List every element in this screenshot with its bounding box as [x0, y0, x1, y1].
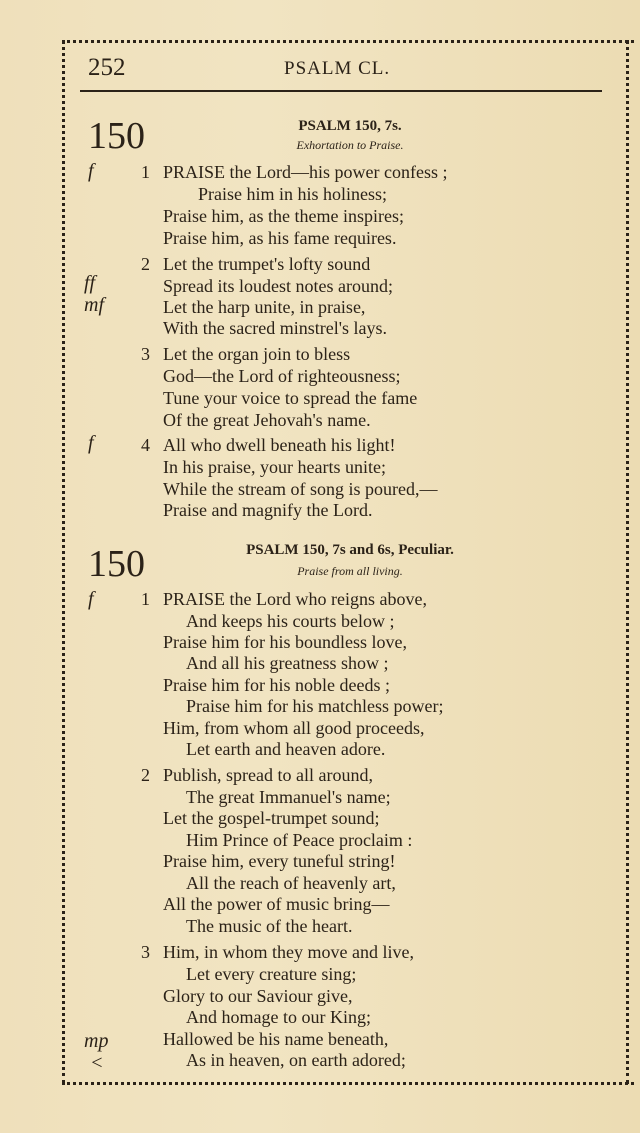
hymn-line: Of the great Jehovah's name. — [163, 410, 371, 430]
hymn-line: And homage to our King; — [186, 1007, 371, 1027]
hymn-line: The great Immanuel's name; — [186, 787, 391, 807]
header-rule — [80, 90, 602, 92]
dynamic-marking: f — [88, 432, 94, 454]
hymn-line: The music of the heart. — [186, 916, 353, 936]
hymn-line: As in heaven, on earth adored; — [186, 1050, 406, 1070]
hymn-title: PSALM 150, 7s and 6s, Peculiar. — [246, 542, 454, 558]
hymn-line: Praise him, every tuneful string! — [163, 851, 396, 871]
dynamic-marking: mf — [84, 294, 104, 316]
hymn-line: All the reach of heavenly art, — [186, 873, 396, 893]
hymn-line: Glory to our Saviour give, — [163, 986, 353, 1006]
hymn-line: Him, from whom all good proceeds, — [163, 718, 425, 738]
running-head: PSALM CL. — [284, 58, 391, 79]
hymn-line: And all his greatness show ; — [186, 653, 389, 673]
hymn-line: Him Prince of Peace proclaim : — [186, 830, 413, 850]
ornamental-border-left — [62, 40, 65, 1084]
hymn-line: PRAISE the Lord who reigns above, — [163, 589, 427, 609]
hymn-line: And keeps his courts below ; — [186, 611, 395, 631]
hymn-line: Let the gospel-trumpet sound; — [163, 808, 380, 828]
hymn-subtitle: Exhortation to Praise. — [296, 138, 404, 152]
stanza-number: 4 — [141, 435, 150, 455]
page-number: 252 — [88, 54, 126, 81]
stanza-number: 1 — [141, 589, 150, 609]
hymn-number: 150 — [88, 543, 145, 585]
hymn-subtitle: Praise from all living. — [297, 564, 403, 578]
ornamental-border-right — [626, 40, 629, 1084]
hymn-line: Him, in whom they move and live, — [163, 942, 414, 962]
hymn-line: All the power of music bring— — [163, 894, 390, 914]
stanza-number: 1 — [141, 162, 150, 182]
hymn-line: Hallowed be his name beneath, — [163, 1029, 389, 1049]
hymn-line: Spread its loudest notes around; — [163, 276, 393, 296]
hymn-line: Publish, spread to all around, — [163, 765, 373, 785]
ornamental-border-bottom — [62, 1082, 634, 1085]
hymn-line: Praise and magnify the Lord. — [163, 500, 373, 520]
hymn-line: Let the harp unite, in praise, — [163, 297, 366, 317]
hymn-line: Tune your voice to spread the fame — [163, 388, 418, 408]
stanza-number: 2 — [141, 254, 150, 274]
hymn-line: With the sacred minstrel's lays. — [163, 318, 387, 338]
ornamental-border-top — [62, 40, 634, 43]
hymn-line: God—the Lord of righteousness; — [163, 366, 401, 386]
stanza-number: 2 — [141, 765, 150, 785]
dynamic-marking: < — [90, 1052, 104, 1074]
hymn-line: Praise him for his matchless power; — [186, 696, 444, 716]
stanza-number: 3 — [141, 344, 150, 364]
hymn-number: 150 — [88, 115, 145, 157]
hymn-line: Praise him in his holiness; — [198, 184, 387, 204]
hymn-line: Praise him, as the theme inspires; — [163, 206, 404, 226]
hymn-line: Let every creature sing; — [186, 964, 357, 984]
dynamic-marking: ff — [84, 272, 96, 294]
hymn-line: Let the organ join to bless — [163, 344, 351, 364]
hymn-line: Let earth and heaven adore. — [186, 739, 386, 759]
dynamic-marking: f — [88, 588, 94, 610]
hymn-line: PRAISE the Lord—his power confess ; — [163, 162, 448, 182]
hymn-line: Praise him for his noble deeds ; — [163, 675, 390, 695]
hymn-line: In his praise, your hearts unite; — [163, 457, 386, 477]
hymn-line: All who dwell beneath his light! — [163, 435, 396, 455]
hymn-line: While the stream of song is poured,— — [163, 479, 438, 499]
hymn-line: Praise him, as his fame requires. — [163, 228, 397, 248]
hymn-line: Let the trumpet's lofty sound — [163, 254, 371, 274]
hymn-title: PSALM 150, 7s. — [298, 118, 402, 134]
hymn-line: Praise him for his boundless love, — [163, 632, 407, 652]
dynamic-marking: f — [88, 160, 94, 182]
stanza-number: 3 — [141, 942, 150, 962]
dynamic-marking: mp — [84, 1030, 109, 1052]
